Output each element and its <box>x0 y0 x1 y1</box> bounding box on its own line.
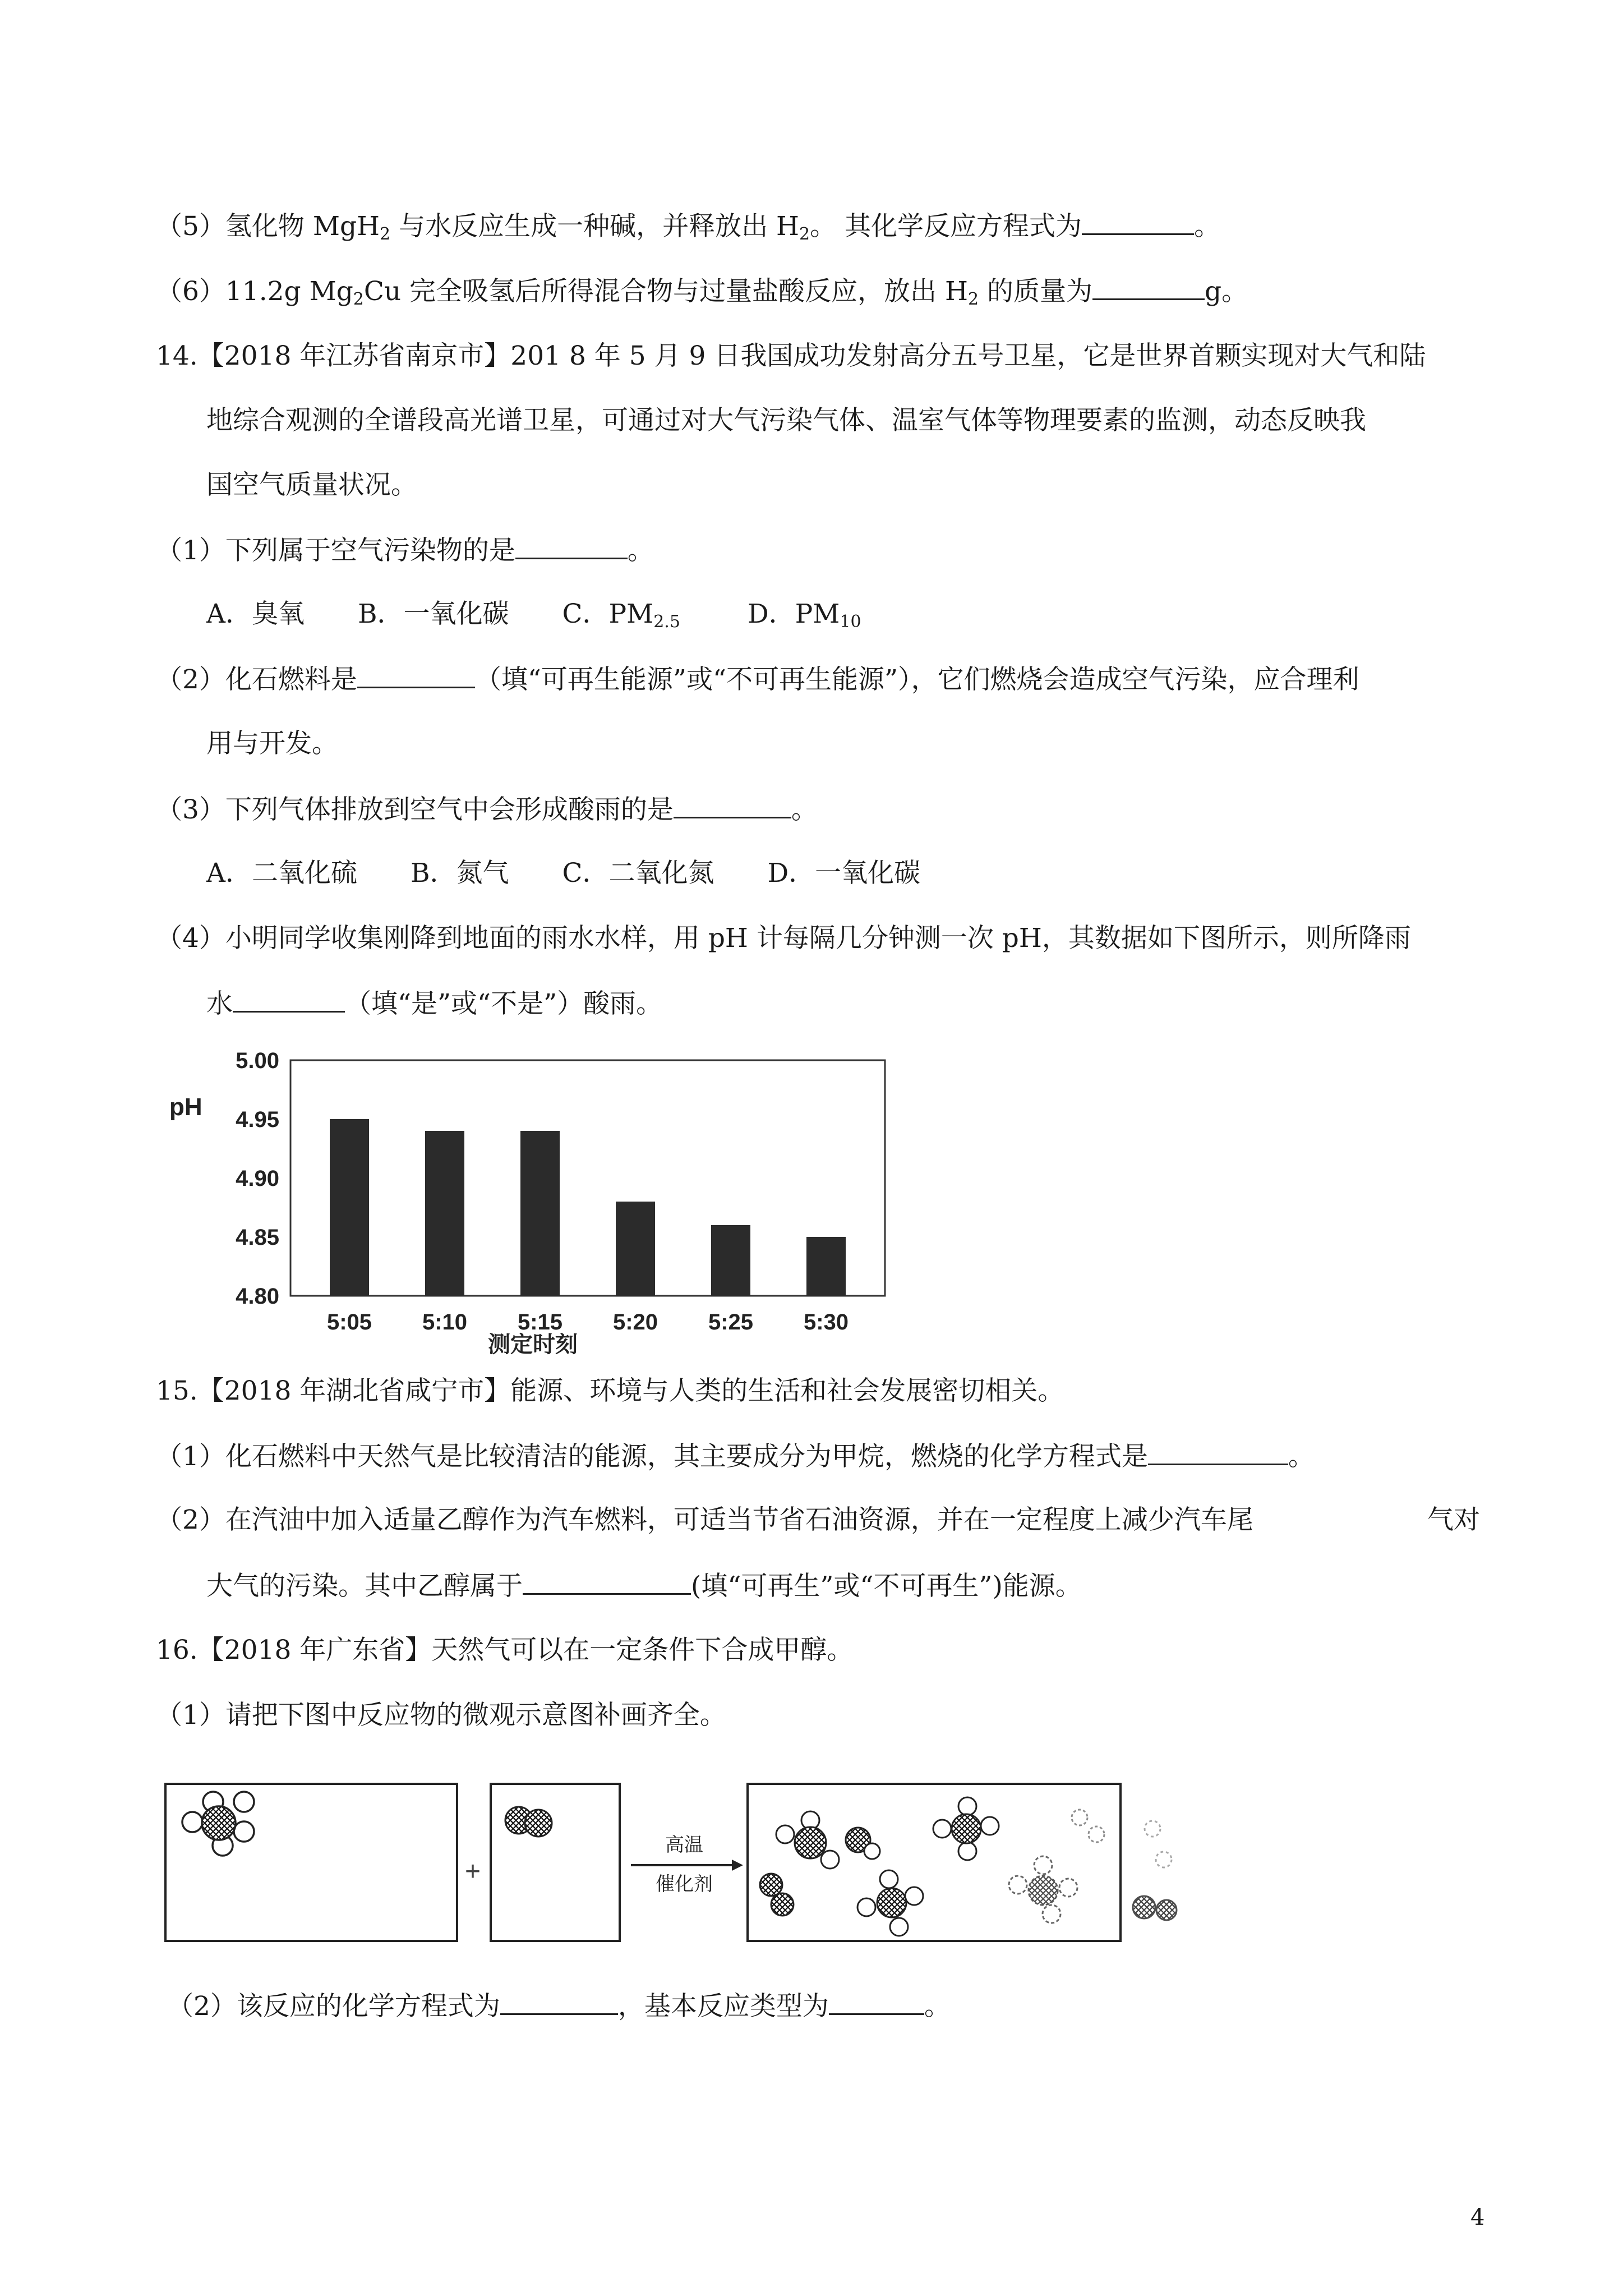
q14-part3: （3）下列气体排放到空气中会形成酸雨的是 。 <box>156 792 818 827</box>
methane-molecule-icon <box>182 1792 254 1856</box>
bar <box>806 1237 846 1296</box>
methanol-molecule-icon <box>857 1870 923 1936</box>
q14-part2: （2）化石燃料是 （填“可再生能源”或“不可再生能源”），它们燃烧会造成空气污染，应合理利 <box>156 662 1359 697</box>
option-b: B．一氧化碳 <box>357 599 509 629</box>
q14-part3-options <box>206 857 920 890</box>
answer-blank[interactable] <box>515 533 628 559</box>
y-tick-label: 4.85 <box>236 1225 279 1250</box>
q14-header-line2: 地综合观测的全谱段高光谱卫星，可通过对大气污染气体、温室气体等物理要素的监测，动态反映我 <box>206 405 1366 436</box>
answer-blank[interactable] <box>523 1568 691 1595</box>
reaction-micro-diagram <box>160 1767 1225 1952</box>
q13-part5: （5）氢化物 MgH$_2$ 与水反应生成一种碱，并释放出 $H_2$。 其化学反应方程式为 。 <box>156 209 1220 251</box>
x-tick-label: 5:25 <box>708 1310 754 1335</box>
q15-part2-tail: 气对 <box>1427 1504 1480 1535</box>
option-a: A．二氧化硫 <box>206 858 357 889</box>
q15-part2-line2: 大气的污染。其中乙醇属于 (填“可再生”或“不可再生”)能源。 <box>206 1568 1082 1603</box>
condition-high-temp: 高温 <box>665 1834 703 1856</box>
hydrogen-molecule-icon <box>1072 1810 1104 1842</box>
stray-molecule-icon <box>1145 1821 1172 1867</box>
answer-blank[interactable] <box>829 1989 924 2015</box>
q15-part1: （1）化石燃料中天然气是比较清洁的能源，其主要成分为甲烷，燃烧的化学方程式是 。 <box>156 1439 1315 1474</box>
x-tick-label: 5:15 <box>517 1310 563 1335</box>
x-tick-label: 5:10 <box>422 1310 468 1335</box>
answer-blank[interactable] <box>1092 274 1205 300</box>
y-axis-ticks <box>236 1048 279 1309</box>
q16-part1: （1）请把下图中反应物的微观示意图补画齐全。 <box>156 1700 726 1731</box>
q14-part1-options <box>206 597 861 639</box>
plus-sign: + <box>464 1857 481 1887</box>
q15-header: 15.【2018 年湖北省咸宁市】能源、环境与人类的生活和社会发展密切相关。 <box>156 1375 1064 1406</box>
bar <box>425 1131 464 1296</box>
q14-part2-line2: 用与开发。 <box>206 728 338 759</box>
product-box <box>748 1784 1121 1941</box>
option-a: A．臭氧 <box>206 599 305 629</box>
option-b: B．氮气 <box>410 858 509 889</box>
x-tick-label: 5:30 <box>803 1310 849 1335</box>
answer-blank[interactable] <box>674 792 791 818</box>
q15-part2: （2）在汽油中加入适量乙醇作为汽车燃料，可适当节省石油资源，并在一定程度上减少汽车尾 <box>156 1504 1253 1535</box>
q14-part1: （1）下列属于空气污染物的是 。 <box>156 533 654 568</box>
answer-blank[interactable] <box>233 986 345 1013</box>
answer-blank[interactable] <box>357 662 475 688</box>
bar <box>520 1131 560 1296</box>
x-axis-ticks <box>327 1310 849 1335</box>
y-axis-label: pH <box>169 1093 202 1121</box>
stray-molecule-icon <box>1133 1896 1177 1920</box>
x-tick-label: 5:20 <box>612 1310 658 1335</box>
q14-header: 14.【2018 年江苏省南京市】201 8 年 5 月 9 日我国成功发射高分五号卫星，它是世界首颗实现对大气和陆 <box>156 341 1426 371</box>
y-tick-label: 4.90 <box>236 1166 279 1191</box>
q13-part6: （6）11.2g $Mg_2Cu$ 完全吸氢后所得混合物与过量盐酸反应，放出 $H_2$ 的质量为 g。 <box>156 274 1248 316</box>
bar <box>330 1119 369 1296</box>
methanol-molecule-icon <box>1009 1856 1077 1923</box>
answer-blank[interactable] <box>1148 1439 1288 1465</box>
bar <box>711 1225 750 1296</box>
condition-catalyst: 催化剂 <box>656 1874 713 1895</box>
y-tick-label: 4.80 <box>236 1284 279 1309</box>
x-axis-label: 测定时刻 <box>488 1332 578 1357</box>
bar <box>616 1202 655 1296</box>
y-tick-label: 4.95 <box>236 1107 279 1132</box>
q16-part2: （2）该反应的化学方程式为 ，基本反应类型为 。 <box>167 1989 951 2023</box>
option-d: D．一氧化碳 <box>767 858 921 889</box>
methane-molecule-icon <box>933 1797 999 1860</box>
oxygen-molecule-icon <box>760 1874 794 1916</box>
page-number: 4 <box>1470 2205 1485 2230</box>
q16-header: 16.【2018 年广东省】天然气可以在一定条件下合成甲醇。 <box>156 1635 854 1665</box>
option-d: D．$PM_{10}$ <box>747 599 861 632</box>
bars <box>330 1119 846 1296</box>
oxygen-molecule-icon <box>505 1807 552 1837</box>
option-c: C．$PM_{2.5}$ <box>562 599 680 632</box>
q14-part4-line2: 水 （填“是”或“不是”）酸雨。 <box>206 986 662 1021</box>
option-c: C．二氧化氮 <box>562 858 714 889</box>
answer-blank[interactable] <box>1082 209 1194 235</box>
ph-bar-chart <box>163 1043 909 1358</box>
q14-part4: （4）小明同学收集刚降到地面的雨水水样，用 pH 计每隔几分钟测一次 pH，其数据如下图所示，则所降雨 <box>156 923 1411 954</box>
reactant-box-2 <box>491 1784 620 1941</box>
x-tick-label: 5:05 <box>326 1310 372 1335</box>
reaction-arrow-icon <box>631 1860 743 1871</box>
q14-header-line3: 国空气质量状况。 <box>206 470 417 500</box>
y-tick-label: 5.00 <box>236 1048 279 1073</box>
answer-blank[interactable] <box>500 1989 618 2015</box>
chart-plot-frame <box>291 1060 885 1296</box>
methanol-molecule-icon <box>776 1811 880 1869</box>
